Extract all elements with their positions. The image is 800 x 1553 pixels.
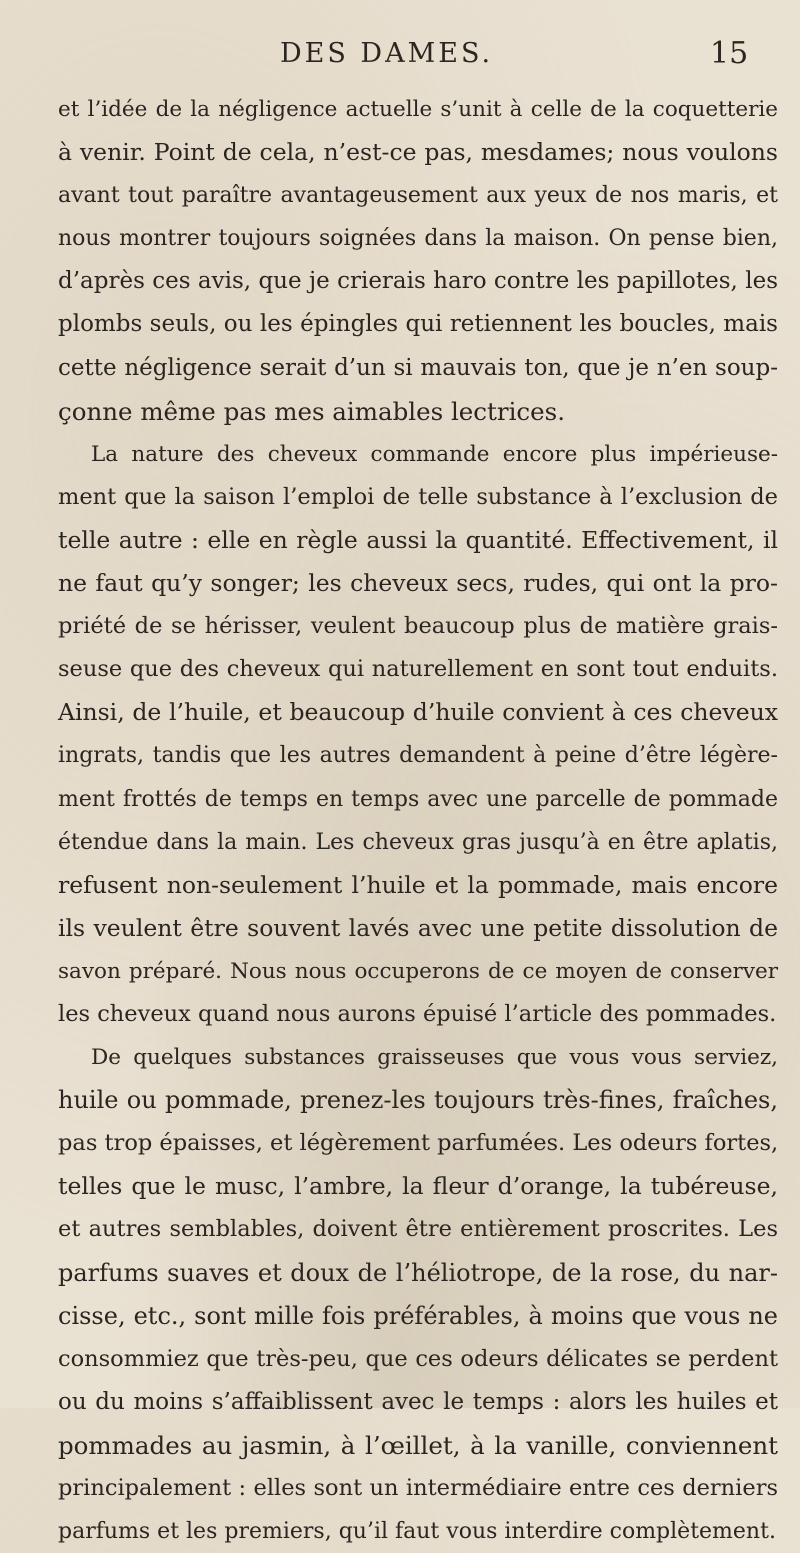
- text-line: parfums et les premiers, qu’il faut vous interdire complètement.: [58, 1519, 776, 1545]
- text-line: ment frottés de temps en temps avec une parcelle de pommade: [58, 786, 778, 812]
- text-line: les cheveux quand nous aurons épuisé l’article des pommades.: [58, 1000, 777, 1027]
- text-line: huile ou pommade, prenez-les toujours très-fines, fraîches,: [58, 1086, 778, 1115]
- text-line: avant tout paraître avantageusement aux yeux de nos maris, et: [58, 183, 778, 209]
- text-line: ou du moins s’affaiblissent avec le temps : alors les huiles et: [58, 1388, 778, 1415]
- text-line: cette négligence serait d’un si mauvais ton, que je n’en soup-: [58, 354, 778, 381]
- text-line: étendue dans la main. Les cheveux gras jusqu’à en être aplatis,: [58, 829, 778, 855]
- page-number: 15: [710, 36, 749, 71]
- text-line: ne faut qu’y songer; les cheveux secs, rudes, qui ont la pro-: [58, 569, 778, 598]
- text-line: telle autre : elle en règle aussi la quantité. Effectivement, il: [58, 525, 778, 554]
- text-line: refusent non-seulement l’huile et la pommade, mais encore: [58, 870, 778, 899]
- paragraph: [58, 1036, 778, 1553]
- text-line: consommiez que très-peu, que ces odeurs délicates se perdent: [58, 1345, 778, 1372]
- paragraph: [58, 433, 778, 1036]
- text-line: ment que la saison l’emploi de telle substance à l’exclusion de: [58, 483, 778, 510]
- text-line: plombs seuls, ou les épingles qui retiennent les boucles, mais: [58, 311, 778, 338]
- text-line: seuse que des cheveux qui naturellement en sont tout enduits.: [58, 656, 778, 683]
- text-line: principalement : elles sont un intermédiaire entre ces derniers: [58, 1475, 778, 1501]
- text-line: Ainsi, de l’huile, et beaucoup d’huile convient à ces cheveux: [58, 698, 778, 727]
- text-line: parfums suaves et doux de l’héliotrope, de la rose, du nar-: [58, 1258, 778, 1287]
- body-text: [58, 88, 778, 1553]
- text-line: et l’idée de la négligence actuelle s’unit à celle de la coquetterie: [58, 97, 778, 122]
- text-line: De quelques substances graisseuses que vous vous serviez,: [91, 1045, 778, 1071]
- text-line: priété de se hérisser, veulent beaucoup plus de matière grais-: [58, 613, 778, 640]
- text-line: ingrats, tandis que les autres demandent à peine d’être légère-: [58, 743, 778, 769]
- text-line: La nature des cheveux commande encore plus impérieuse-: [91, 441, 778, 467]
- text-line: pommades au jasmin, à l’œillet, à la vanille, conviennent: [58, 1430, 778, 1460]
- text-line: et autres semblables, doivent être entièrement proscrites. Les: [58, 1216, 778, 1243]
- text-line: telles que le musc, l’ambre, la fleur d’orange, la tubéreuse,: [58, 1172, 778, 1201]
- text-line: à venir. Point de cela, n’est-ce pas, mesdames; nous voulons: [58, 138, 778, 167]
- text-line: cisse, etc., sont mille fois préférables, à moins que vous ne: [58, 1301, 778, 1330]
- text-line: nous montrer toujours soignées dans la maison. On pense bien,: [58, 226, 778, 252]
- text-line: savon préparé. Nous nous occuperons de ce moyen de conserver: [58, 958, 778, 984]
- text-line: pas trop épaisses, et légèrement parfumées. Les odeurs fortes,: [58, 1130, 779, 1157]
- paragraph: [58, 88, 778, 433]
- running-head: DES DAMES.: [280, 38, 494, 69]
- text-line: çonne même pas mes aimables lectrices.: [58, 396, 565, 426]
- text-line: d’après ces avis, que je crierais haro contre les papillotes, les: [58, 268, 778, 295]
- text-line: ils veulent être souvent lavés avec une petite dissolution de: [58, 913, 778, 942]
